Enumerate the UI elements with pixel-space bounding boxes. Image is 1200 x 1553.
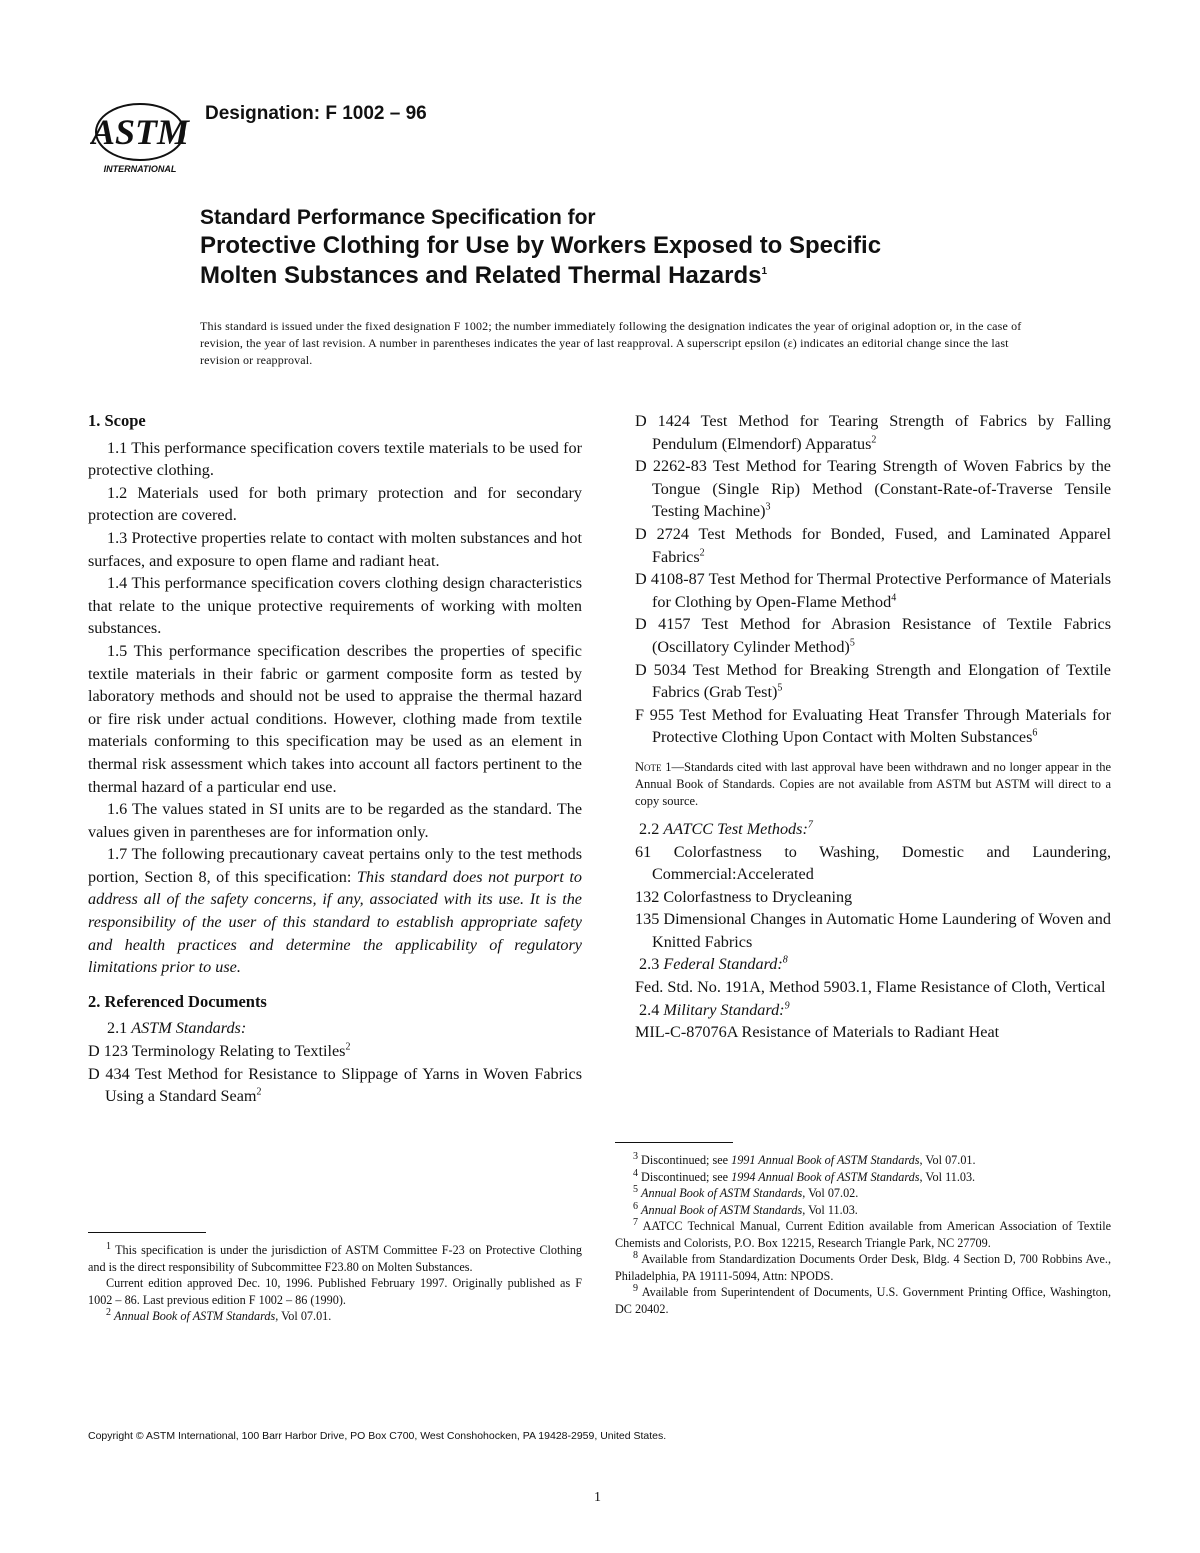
title-block — [200, 205, 1100, 291]
scope-1-7-text: 1.7 The following precautionary caveat pertains only to the test methods portion, Section 8, of this specification: — [88, 845, 582, 886]
ref-f955-text: F 955 Test Method for Evaluating Heat Transfer Through Materials for Protective Clothing Upon Contact with Molten Substances — [635, 705, 1111, 747]
scope-1-3: 1.3 Protective properties relate to contact with molten substances and hot surfaces, and exposure to open flame and radiant heat. — [88, 528, 582, 570]
title-line-3-text: Molten Substances and Related Thermal Hazards — [200, 262, 762, 289]
ref-d123 — [88, 1040, 582, 1063]
ref-d434 — [88, 1063, 582, 1108]
ref-d1424-text: D 1424 Test Method for Tearing Strength of Fabrics by Falling Pendulum (Elmendorf) Apparatus — [635, 412, 1111, 453]
ref-d434-fn: 2 — [256, 1086, 262, 1098]
scope-1-1: 1.1 This performance specification covers textile materials to be used for protective clothing. — [88, 438, 582, 480]
scope-1-4: 1.4 This performance specification covers clothing design characteristics that relate to the unique protective requirements of working with molten substances. — [88, 574, 582, 638]
ref-d2724-text: D 2724 Test Methods for Bonded, Fused, and Laminated Apparel Fabrics — [635, 524, 1111, 566]
footnote-4-rest: , Vol 11.03. — [919, 1169, 976, 1184]
ref-d2724-fn: 2 — [699, 547, 705, 559]
ref-aatcc132: 132 Colorfastness to Drycleaning — [635, 887, 853, 906]
title-line-1: Standard Performance Specification for — [200, 206, 596, 229]
scope-1-5: 1.5 This performance specification describes the properties of specific textile materials in their fabric or garment composite form as tested by laboratory methods and should not be used to appraise the thermal hazard or fire risk under actual conditions. However, clothing made from textile materials conforming to this specification may be used as an element in thermal risk assessment which takes into account all factors pertinent to the thermal hazard of a particular end use. — [88, 641, 582, 796]
ref-aatcc61: 61 Colorfastness to Washing, Domestic and Laundering, Commercial:Accelerated — [635, 842, 1111, 884]
sub-2-1 — [88, 1017, 582, 1040]
footnote-8-mark: 8 — [633, 1249, 638, 1261]
scope-1-2: 1.2 Materials used for both primary protection and for secondary protection are covered. — [88, 483, 582, 525]
footnote-8-text: Available from Standardization Documents Order Desk, Bldg. 4 Section D, 700 Robbins Ave., Philadelphia, PA 19111-5094, Attn: NPODS. — [615, 1252, 1112, 1283]
ref-d4108-fn: 4 — [891, 592, 897, 604]
footnote-4-mark: 4 — [633, 1167, 638, 1179]
scope-1-7 — [88, 843, 582, 979]
ref-d1424 — [635, 410, 1111, 455]
ref-d123-fn: 2 — [345, 1041, 351, 1053]
astm-logo-graphic — [90, 96, 190, 176]
page-number: 1 — [594, 1490, 601, 1505]
ref-d4157-text: D 4157 Test Method for Abrasion Resistance of Textile Fabrics (Oscillatory Cylinder Method) — [635, 615, 1111, 656]
copyright-notice: Copyright © ASTM International, 100 Barr Harbor Drive, PO Box C700, West Conshohocken, PA 19428-2959, United States. — [88, 1430, 667, 1442]
ref-mil: MIL-C-87076A Resistance of Materials to Radiant Heat — [635, 1023, 1000, 1042]
sub-2-4-num: 2.4 — [639, 1000, 664, 1019]
sub-2-3-num: 2.3 — [639, 955, 664, 974]
ref-d4108 — [635, 568, 1111, 613]
footnote-8 — [615, 1251, 1111, 1284]
note-1 — [635, 759, 1111, 810]
ref-d1424-fn: 2 — [871, 434, 877, 446]
footnote-3-rest: , Vol 07.01. — [919, 1153, 976, 1167]
footnote-6-italic: Annual Book of ASTM Standards — [641, 1202, 803, 1217]
footnote-3-pre: Discontinued; see — [641, 1153, 732, 1167]
footnote-7-text: AATCC Technical Manual, Current Edition available from American Association of Textile Chemists and Colorists, P.O. Box 12215, Research Triangle Park, NC 27709. — [615, 1219, 1112, 1250]
footnote-6-mark: 6 — [633, 1200, 638, 1212]
footnote-1-text: This specification is under the jurisdiction of ASTM Committee F-23 on Protective Clothing and is the direct responsibility of Subcommittee F23.80 on Molten Substances. — [88, 1243, 583, 1274]
ref-f955 — [635, 704, 1111, 749]
ref-d5034-fn: 5 — [777, 682, 783, 694]
footnote-4-italic: 1994 Annual Book of ASTM Standards — [731, 1169, 920, 1184]
footnote-3-mark: 3 — [633, 1150, 638, 1162]
safety-caveat: This standard does not purport to address all of the safety concerns, if any, associated with its use. It is the responsibility of the user of this standard to establish appropriate safety and health practices and determine the applicability of regulatory limitations prior to use. — [88, 867, 582, 977]
footnote-6-rest: , Vol 11.03. — [802, 1202, 858, 1217]
note-1-label: Note 1 — [635, 759, 672, 774]
ref-d4157-fn: 5 — [849, 637, 855, 649]
footnote-1-mark: 1 — [106, 1240, 111, 1252]
footnotes-right — [615, 1152, 1111, 1317]
ref-aatcc135: 135 Dimensional Changes in Automatic Home Laundering of Woven and Knitted Fabrics — [635, 910, 1111, 951]
ref-d4157 — [635, 613, 1111, 658]
sub-2-3-label: Federal Standard: — [663, 955, 783, 974]
sub-2-4 — [635, 999, 1111, 1022]
footnote-5-mark: 5 — [633, 1183, 638, 1195]
ref-fed191: Fed. Std. No. 191A, Method 5903.1, Flame Resistance of Cloth, Vertical — [635, 978, 1106, 997]
ref-d5034-text: D 5034 Test Method for Breaking Strength and Elongation of Textile Fabrics (Grab Test) — [635, 660, 1111, 702]
footnote-7-mark: 7 — [633, 1216, 638, 1228]
astm-logo — [90, 96, 190, 176]
sub-2-4-fn: 9 — [784, 1000, 790, 1012]
left-column — [88, 410, 582, 1108]
ref-d434-text: D 434 Test Method for Resistance to Slippage of Yarns in Woven Fabrics Using a Standard Seam — [88, 1064, 582, 1106]
sub-2-3-fn: 8 — [782, 955, 788, 967]
footnote-2-rest: , Vol 07.01. — [275, 1309, 332, 1323]
footnote-9-mark: 9 — [633, 1282, 638, 1294]
ref-d2262 — [635, 455, 1111, 523]
footnote-rule-right — [615, 1142, 733, 1143]
ref-d2262-text: D 2262-83 Test Method for Tearing Strength of Woven Fabrics by the Tongue (Single Rip) Method (Constant-Rate-of-Traverse Tensile Testing Machine) — [635, 457, 1111, 521]
footnote-1 — [88, 1242, 582, 1275]
footnote-5-italic: Annual Book of ASTM Standards — [641, 1186, 803, 1200]
ref-f955-fn: 6 — [1032, 727, 1038, 739]
ref-d5034 — [635, 659, 1111, 704]
footnote-1b: Current edition approved Dec. 10, 1996. Published February 1997. Originally published as F 1002 – 86. Last previous edition F 1002 – 86 (1990). — [88, 1276, 582, 1307]
footnote-3-italic: 1991 Annual Book of ASTM Standards — [731, 1153, 920, 1167]
logo-subtext: INTERNATIONAL — [103, 164, 177, 174]
sub-2-1-num: 2.1 — [107, 1019, 132, 1038]
sub-2-2-label: AATCC Test Methods: — [663, 819, 808, 838]
footnote-9-text: Available from Superintendent of Documents, U.S. Government Printing Office, Washington, DC 20402. — [615, 1285, 1111, 1316]
ref-d2724 — [635, 523, 1111, 568]
issued-note: This standard is issued under the fixed designation F 1002; the number immediately following the designation indicates the year of original adoption or, in the case of revision, the year of last revision. A number in parentheses indicates the year of last reapproval. A superscript epsilon (ε) indicates an editorial change since the last revision or reapproval. — [200, 319, 1022, 367]
footnote-5 — [615, 1185, 1111, 1202]
designation: Designation: F 1002 – 96 — [205, 103, 427, 124]
sub-2-4-label: Military Standard: — [663, 1000, 785, 1019]
referenced-heading: 2. Referenced Documents — [88, 991, 267, 1011]
sub-2-2-fn: 7 — [807, 819, 813, 831]
footnote-6 — [615, 1202, 1111, 1219]
footnote-2-italic: Annual Book of ASTM Standards — [114, 1309, 276, 1323]
footnote-3 — [615, 1152, 1111, 1169]
title-line-3 — [200, 261, 1100, 291]
right-column — [635, 410, 1111, 1044]
sub-2-2 — [635, 818, 1111, 841]
footnote-9 — [615, 1284, 1111, 1317]
ref-d2262-fn: 3 — [765, 501, 771, 513]
sub-2-2-num: 2.2 — [639, 819, 664, 838]
title-footnote-mark: 1 — [761, 266, 768, 277]
footnotes-left — [88, 1242, 582, 1325]
sub-2-1-label: ASTM Standards: — [131, 1019, 247, 1038]
footnote-2 — [88, 1308, 582, 1325]
scope-1-6: 1.6 The values stated in SI units are to be regarded as the standard. The values given in parentheses are for information only. — [88, 800, 582, 841]
note-1-text: —Standards cited with last approval have been withdrawn and no longer appear in the Annual Book of Standards. Copies are not available from ASTM but ASTM will direct to a copy source. — [635, 759, 1111, 808]
ref-d4108-text: D 4108-87 Test Method for Thermal Protective Performance of Materials for Clothing by Open-Flame Method — [635, 570, 1111, 611]
footnote-7 — [615, 1218, 1111, 1251]
scope-heading: 1. Scope — [88, 411, 146, 430]
footnote-4-pre: Discontinued; see — [641, 1169, 732, 1184]
footnote-2-mark: 2 — [106, 1306, 111, 1318]
footnote-4 — [615, 1169, 1111, 1186]
title-line-2: Protective Clothing for Use by Workers Exposed to Specific — [200, 232, 882, 259]
logo-text: ASTM — [90, 112, 190, 152]
sub-2-3 — [635, 953, 1111, 976]
footnote-rule-left — [88, 1232, 206, 1233]
footnote-5-rest: , Vol 07.02. — [802, 1186, 859, 1200]
ref-d123-text: D 123 Terminology Relating to Textiles — [88, 1042, 346, 1061]
